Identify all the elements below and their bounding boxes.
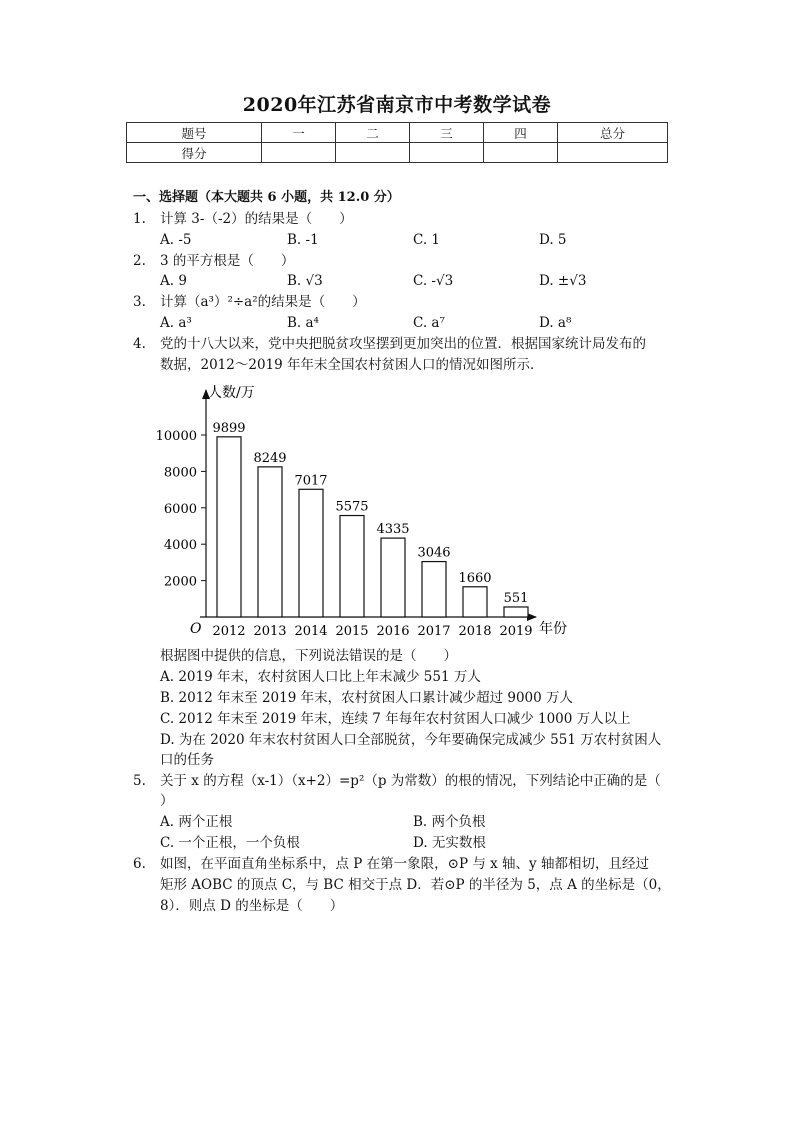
- option-b[interactable]: B. -1: [287, 232, 319, 248]
- bar: [217, 437, 241, 617]
- question-number: 6.: [133, 856, 146, 872]
- score-table-row: [127, 143, 668, 163]
- option-d[interactable]: D. 无实数根: [413, 835, 486, 851]
- section-heading: 一、选择题（本大题共 6 小题，共 12.0 分）: [133, 190, 400, 205]
- option-a[interactable]: A. a³: [160, 315, 192, 331]
- question-text-line: 8）．则点 D 的坐标是（ ）: [160, 898, 344, 914]
- score-header-cell: 三: [410, 123, 484, 143]
- option-c[interactable]: C. -√3: [413, 273, 454, 289]
- question-text-line: 党的十八大以来，党中央把脱贫攻坚摆到更加突出的位置．根据国家统计局发布的: [160, 336, 646, 352]
- question-number: 5.: [133, 773, 146, 789]
- bar: [340, 516, 364, 617]
- bar-value-label: 4335: [376, 522, 410, 538]
- bar: [463, 587, 487, 617]
- bar-value-label: 7017: [294, 473, 328, 489]
- question-text-line: 矩形 AOBC 的顶点 C，与 BC 相交于点 D．若⊙P 的半径为 5，点 A 的坐标是（0，: [160, 877, 671, 893]
- score-header-cell: 题号: [127, 123, 262, 143]
- x-axis-label: 年份: [539, 621, 567, 637]
- y-tick-label: 8000: [163, 465, 197, 481]
- x-tick-label: 2016: [376, 624, 410, 639]
- option-c[interactable]: C. 2012 年末至 2019 年末，连续 7 年每年农村贫困人口减少 1000 万人以上: [160, 711, 631, 727]
- origin-label: O: [190, 621, 202, 637]
- bar: [381, 538, 405, 617]
- x-tick-label: 2013: [253, 624, 287, 639]
- question-text-line: ）: [160, 793, 174, 809]
- x-tick-label: 2015: [335, 624, 369, 639]
- option-b[interactable]: B. √3: [287, 273, 323, 289]
- bar-value-label: 8249: [253, 450, 287, 466]
- question-text: 3 的平方根是（ ）: [160, 253, 295, 269]
- option-a[interactable]: A. 2019 年末，农村贫困人口比上年末减少 551 万人: [160, 669, 481, 685]
- score-header-cell: 四: [484, 123, 558, 143]
- x-tick-label: 2019: [499, 624, 533, 639]
- bar-value-label: 1660: [458, 570, 492, 586]
- poverty-bar-chart: [140, 380, 580, 642]
- question-prompt: 根据图中提供的信息，下列说法错误的是（ ）: [160, 648, 457, 664]
- score-header-cell: 总分: [558, 123, 668, 143]
- x-tick-label: 2017: [417, 624, 451, 639]
- score-row-label: 得分: [127, 143, 262, 163]
- score-cell[interactable]: [262, 143, 336, 163]
- option-d[interactable]: D. a⁸: [539, 315, 572, 331]
- option-d[interactable]: D. 5: [539, 232, 567, 248]
- bar-value-label: 3046: [417, 545, 451, 561]
- y-tick-label: 10000: [155, 429, 197, 444]
- x-tick-label: 2018: [458, 624, 492, 639]
- option-c[interactable]: C. a⁷: [413, 315, 445, 331]
- question-number: 1.: [133, 211, 146, 227]
- option-d[interactable]: D. ±√3: [539, 273, 587, 289]
- x-tick-label: 2014: [294, 624, 328, 639]
- bar: [258, 467, 282, 617]
- option-d-continued: 口的任务: [160, 752, 214, 768]
- score-header-cell: 二: [336, 123, 410, 143]
- bar-value-label: 5575: [335, 499, 369, 515]
- question-text: 计算 3-（-2）的结果是（ ）: [160, 211, 353, 227]
- bar: [422, 562, 446, 617]
- question-text-line: 关于 x 的方程（x-1）（x+2）=p²（p 为常数）的根的情况，下列结论中正确的是（: [160, 773, 661, 789]
- score-header-cell: 一: [262, 123, 336, 143]
- question-number: 2.: [133, 253, 146, 269]
- score-cell[interactable]: [558, 143, 668, 163]
- option-d[interactable]: D. 为在 2020 年末农村贫困人口全部脱贫，今年要确保完成减少 551 万农村贫困人: [160, 732, 662, 748]
- y-tick-label: 2000: [163, 574, 197, 590]
- score-cell[interactable]: [410, 143, 484, 163]
- question-text-line: 数据，2012～2019 年年末全国农村贫困人口的情况如图所示．: [160, 357, 544, 373]
- bar: [504, 607, 528, 617]
- option-c[interactable]: C. 一个正根，一个负根: [160, 835, 300, 851]
- bar: [299, 489, 323, 617]
- question-text-line: 如图，在平面直角坐标系中，点 P 在第一象限，⊙P 与 x 轴、y 轴都相切，且经过: [160, 856, 649, 872]
- score-cell[interactable]: [336, 143, 410, 163]
- page-title: 2020年江苏省南京市中考数学试卷: [242, 94, 552, 116]
- option-b[interactable]: B. 2012 年末至 2019 年末，农村贫困人口累计减少超过 9000 万人: [160, 690, 574, 706]
- score-table-header-row: [127, 123, 668, 143]
- question-number: 3.: [133, 294, 146, 310]
- option-c[interactable]: C. 1: [413, 232, 441, 248]
- y-tick-label: 4000: [163, 538, 197, 554]
- score-table: [126, 122, 668, 163]
- question-number: 4.: [133, 336, 146, 352]
- score-cell[interactable]: [484, 143, 558, 163]
- bar-value-label: 9899: [212, 420, 246, 436]
- option-a[interactable]: A. 9: [160, 273, 187, 289]
- y-tick-label: 6000: [163, 501, 197, 517]
- option-b[interactable]: B. a⁴: [287, 315, 319, 331]
- option-a[interactable]: A. 两个正根: [160, 814, 233, 830]
- option-b[interactable]: B. 两个负根: [413, 814, 486, 830]
- y-axis-label: 人数/万: [208, 385, 255, 401]
- bar-value-label: 551: [503, 590, 529, 606]
- question-text: 计算（a³）²÷a²的结果是（ ）: [160, 294, 366, 310]
- x-tick-label: 2012: [212, 624, 246, 639]
- option-a[interactable]: A. -5: [160, 232, 192, 248]
